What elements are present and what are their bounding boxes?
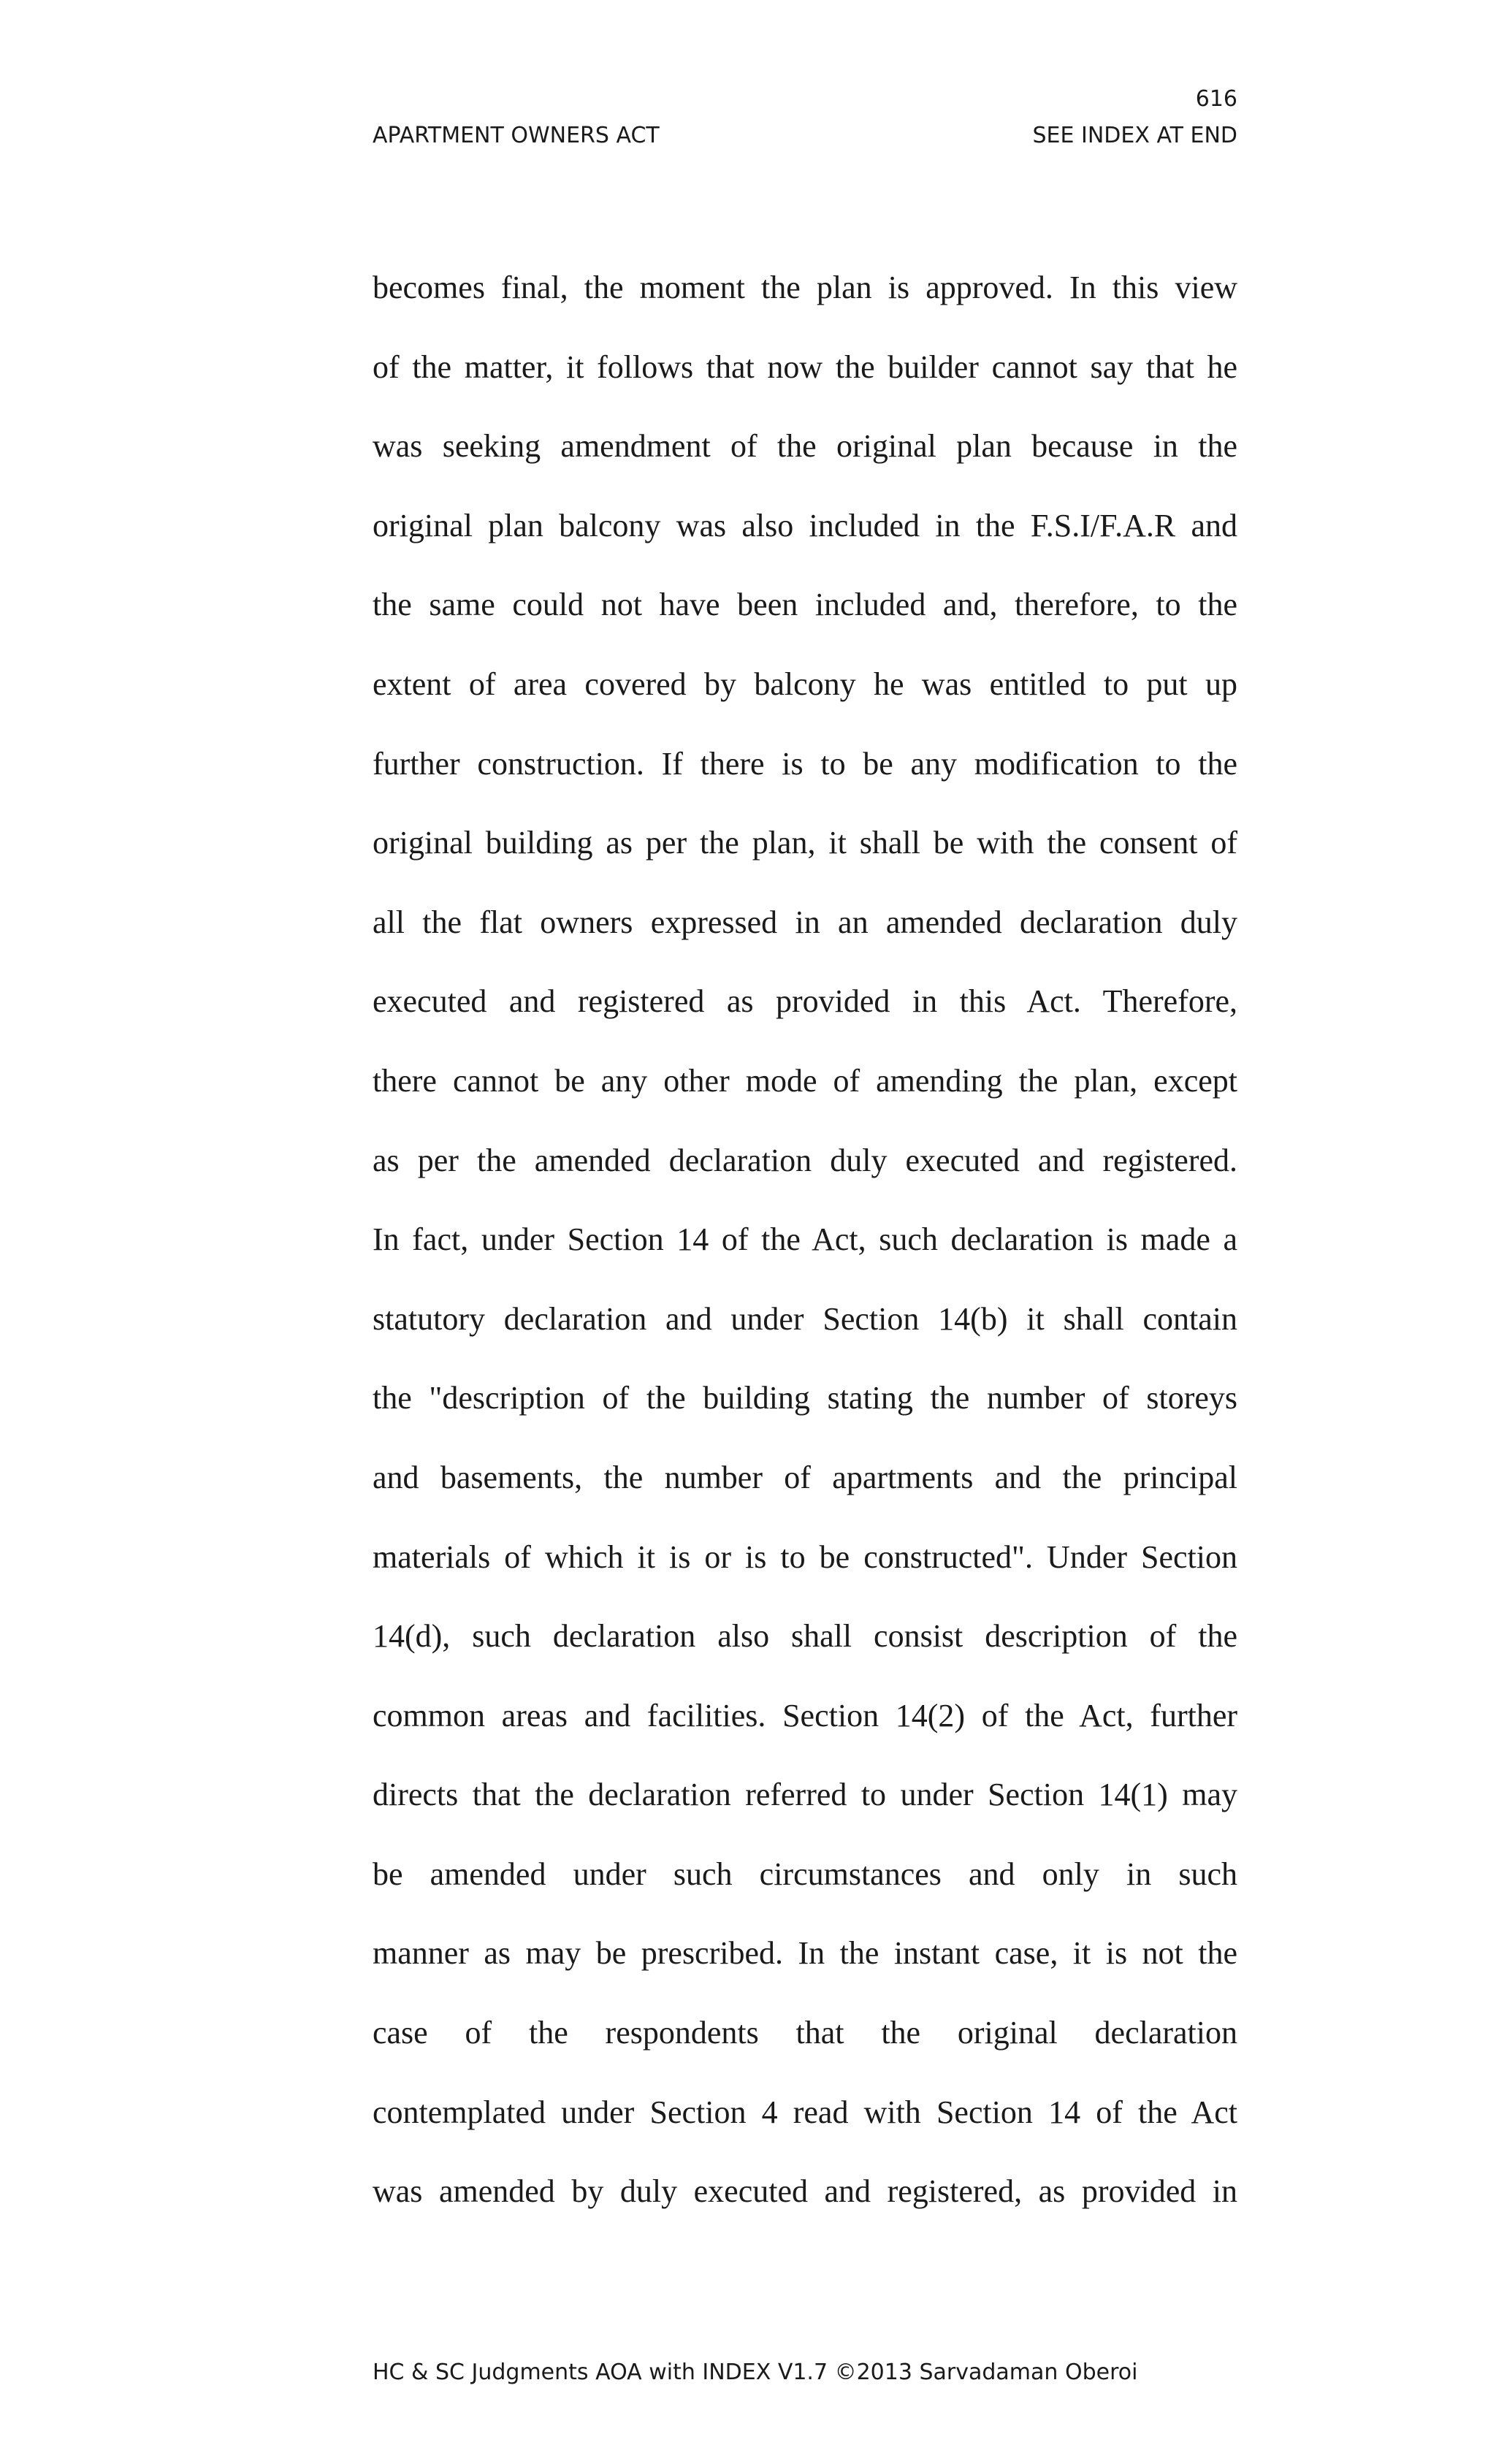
body-line: original building as per the plan, it shall be with the consent of — [373, 825, 1237, 861]
body-line: statutory declaration and under Section 14(b) it shall contain — [373, 1300, 1237, 1337]
body-line: becomes final, the moment the plan is approved. In this view — [373, 270, 1237, 305]
body-line: contemplated under Section 4 read with Section 14 of the Act — [373, 2094, 1237, 2130]
page-number: 616 — [1195, 86, 1237, 112]
body-line: common areas and facilities. Section 14(2) of the Act, further — [373, 1697, 1237, 1733]
header-index-note: SEE INDEX AT END — [1032, 123, 1237, 148]
body-line: of the matter, it follows that now the builder cannot say that he — [373, 348, 1237, 385]
body-line: In fact, under Section 14 of the Act, such declaration is made a — [373, 1221, 1237, 1258]
running-header — [373, 121, 1237, 150]
body-line: executed and registered as provided in this Act. Therefore, — [373, 983, 1237, 1020]
body-line: was amended by duly executed and registered, as provided in — [373, 2173, 1237, 2210]
body-line: and basements, the number of apartments and the principal — [373, 1459, 1237, 1495]
footer-copyright: HC & SC Judgments AOA with INDEX V1.7 ©2013 Sarvadaman Oberoi — [373, 2360, 1138, 2385]
body-line: further construction. If there is to be any modification to the — [373, 745, 1237, 782]
body-line: original plan balcony was also included in the F.S.I/F.A.R and — [373, 507, 1237, 543]
body-line: there cannot be any other mode of amending the plan, except — [373, 1062, 1237, 1099]
header-title: APARTMENT OWNERS ACT — [373, 123, 660, 148]
body-line: directs that the declaration referred to under Section 14(1) may — [373, 1777, 1237, 1813]
body-line: the same could not have been included and, therefore, to the — [373, 587, 1237, 623]
body-line: be amended under such circumstances and only in such — [373, 1855, 1237, 1892]
body-line: case of the respondents that the original declaration — [373, 2015, 1237, 2051]
body-line: 14(d), such declaration also shall consist description of the — [373, 1618, 1237, 1655]
body-line: the "description of the building stating the number of storeys — [373, 1380, 1237, 1416]
body-line: as per the amended declaration duly executed and registered. — [373, 1142, 1237, 1178]
body-line: manner as may be prescribed. In the instant case, it is not the — [373, 1935, 1237, 1972]
body-text — [373, 262, 1237, 2245]
body-line: all the flat owners expressed in an amended declaration duly — [373, 904, 1237, 940]
body-line: extent of area covered by balcony he was entitled to put up — [373, 665, 1237, 702]
body-line: was seeking amendment of the original plan because in the — [373, 428, 1237, 465]
body-line: materials of which it is or is to be constructed". Under Section — [373, 1538, 1237, 1575]
